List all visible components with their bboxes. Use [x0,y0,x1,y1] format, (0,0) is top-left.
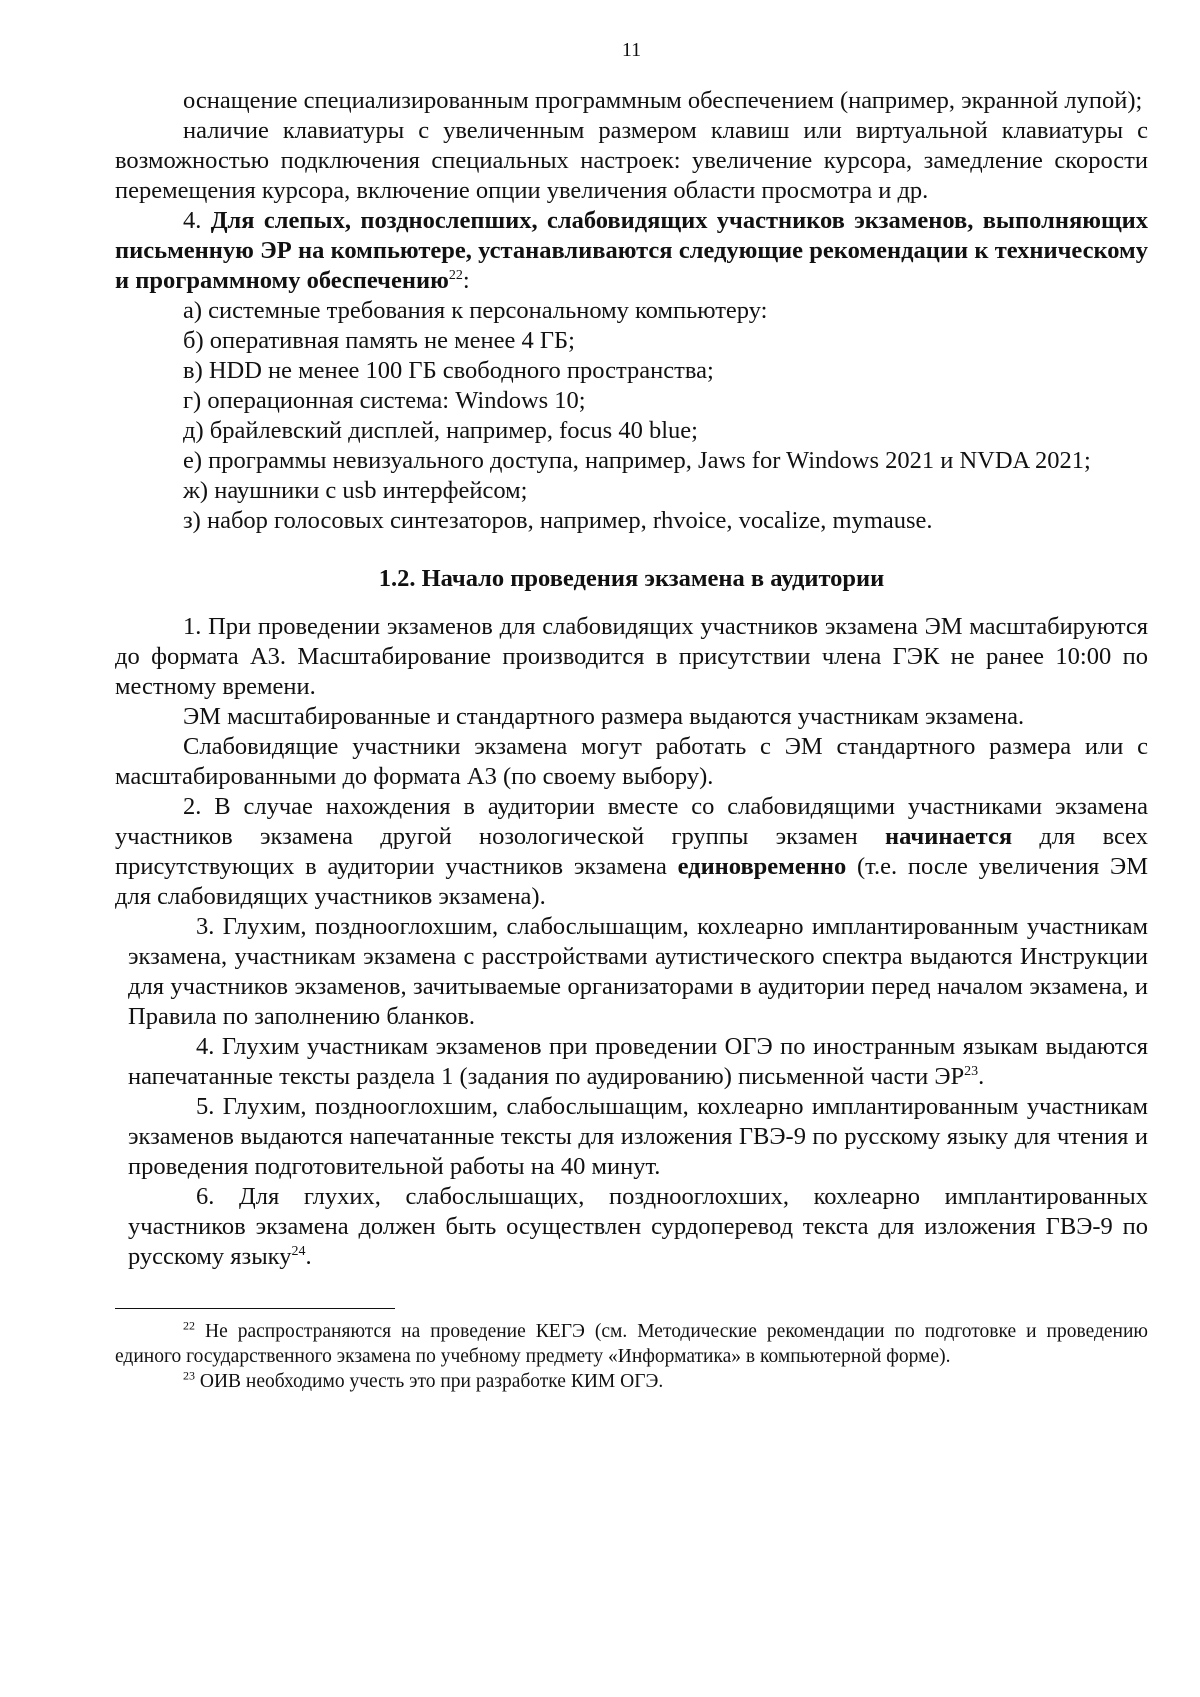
paragraph-4-bold-2: единовременно [677,853,847,880]
footnote-ref-24: 24 [291,1243,306,1259]
footnote-22-marker: 22 [183,1318,195,1333]
footnote-22-text: Не распространяются на проведение КЕГЭ (см. Методические рекомендации по подготовке и проведению единого государственного экзамена по учебному предмету «Информатика» в компьютерной форме). [115,1321,1148,1367]
footnote-23-marker: 23 [183,1368,195,1383]
footnote-22 [115,1319,1148,1369]
item-4-requirements [115,206,1148,296]
section-paragraph-3: Слабовидящие участники экзамена могут работать с ЭМ стандартного размера или с масштабированными до формата А3 (по своему выбору). [115,733,1148,790]
list-item-v: в) HDD не менее 100 ГБ свободного пространства; [183,357,714,384]
list-item-b: б) оперативная память не менее 4 ГБ; [183,327,575,354]
footnote-separator [115,1308,395,1309]
section-paragraph-8 [128,1182,1148,1272]
item-4-tail: : [462,267,470,294]
paragraph-keyboard: наличие клавиатуры с увеличенным размером клавиш или виртуальной клавиатуры с возможностью подключения специальных настроек: увеличение курсора, замедление скорости перемещения курсора, включение опции увеличения области просмотра и др. [115,117,1148,204]
paragraph-8-tail: . [305,1243,312,1270]
paragraph-4-text-3: (т.е. после увеличения ЭМ для слабовидящих участников экзамена). [115,853,1148,910]
list-item-z: з) набор голосовых синтезаторов, например, rhvoice, vocalize, mymause. [183,507,933,534]
paragraph-6-text: 4. Глухим участникам экзаменов при проведении ОГЭ по иностранным языкам выдаются напечатанные тексты раздела 1 (задания по аудированию) письменной части ЭР [128,1033,1148,1090]
item-4-number: 4. [183,207,202,234]
list-item-zh: ж) наушники с usb интерфейсом; [183,477,528,504]
footnote-23-text: ОИВ необходимо учесть это при разработке КИМ ОГЭ. [195,1371,664,1392]
list-item-g: г) операционная система: Windows 10; [183,387,586,414]
list-item-e: е) программы невизуального доступа, например, Jaws for Windows 2021 и NVDA 2021; [183,447,1091,474]
paragraph-4-bold-1: начинается [885,823,1013,850]
list-item-d: д) брайлевский дисплей, например, focus 40 blue; [183,417,698,444]
section-paragraph-6 [128,1032,1148,1092]
item-4-bold-text: Для слепых, позднослепших, слабовидящих участников экзаменов, выполняющих письменную ЭР на компьютере, устанавливаются следующие рекомендации к техническому и программному обеспечению [115,207,1148,294]
list-item-a: а) системные требования к персональному компьютеру: [183,297,768,324]
paragraph-8-text: 6. Для глухих, слабослышащих, позднооглохших, кохлеарно имплантированных участников экзамена должен быть осуществлен сурдоперевод текста для изложения ГВЭ-9 по русскому языку [128,1183,1148,1270]
section-paragraph-4 [115,792,1148,912]
section-heading: 1.2. Начало проведения экзамена в аудитории [378,565,885,592]
paragraph-4-text-1: 2. В случае нахождения в аудитории вместе со слабовидящими участниками экзамена участников экзамена другой нозологической группы экзамен [115,793,1148,850]
document-page [115,38,1148,1394]
footnote-ref-22: 22 [448,267,463,283]
section-paragraph-7: 5. Глухим, позднооглохшим, слабослышащим, кохлеарно имплантированным участникам экзаменов выдаются напечатанные тексты для изложения ГВЭ-9 по русскому языку для чтения и проведения подготовительной работы на 40 минут. [128,1093,1148,1180]
section-paragraph-1: 1. При проведении экзаменов для слабовидящих участников экзамена ЭМ масштабируются до формата А3. Масштабирование производится в присутствии члена ГЭК не ранее 10:00 по местному времени. [115,613,1148,700]
page-number: 11 [621,39,642,61]
footnote-ref-23: 23 [964,1063,979,1079]
section-paragraph-2: ЭМ масштабированные и стандартного размера выдаются участникам экзамена. [183,703,1025,730]
paragraph-screen-magnifier: оснащение специализированным программным обеспечением (например, экранной лупой); [183,87,1143,114]
indented-block [115,912,1148,1272]
paragraph-6-tail: . [978,1063,985,1090]
paragraph-4-text-2: для всех присутствующих в аудитории участников экзамена [115,823,1148,880]
section-paragraph-5: 3. Глухим, позднооглохшим, слабослышащим, кохлеарно имплантированным участникам экзамена, участникам экзамена с расстройствами аутистического спектра выдаются Инструкции для участников экзаменов, зачитываемые организаторами в аудитории перед началом экзамена, и Правила по заполнению бланков. [128,913,1148,1030]
footnote-23 [115,1369,1148,1394]
